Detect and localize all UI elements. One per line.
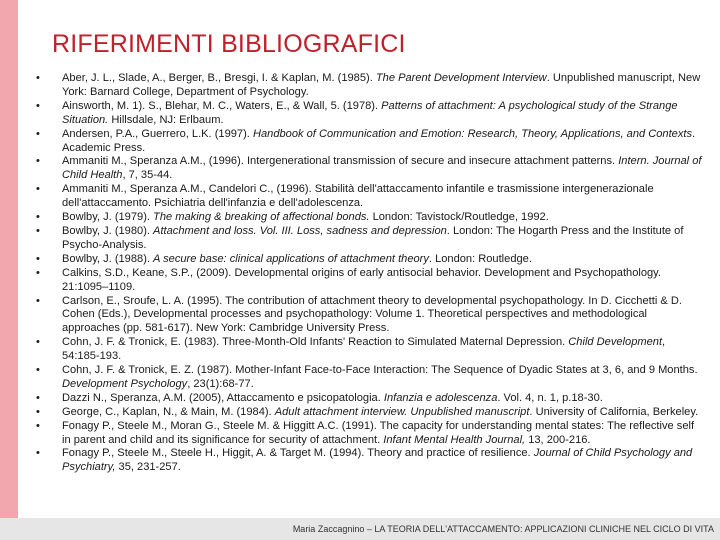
reference-text: Fonagy P., Steele M., Moran G., Steele M. & Higgitt A.C. (1991). The capacity for understanding mental states: The reflective self in parent and child and its significance for security of attachment. [62,419,695,446]
list-item [36,72,702,100]
reference-text: Dazzi N., Speranza, A.M. (2005), Attaccamento e psicopatologia. [62,391,384,404]
reference-title: Child Development [568,336,663,349]
reference-text: . Academic Press. [62,127,696,154]
bullet-icon: • [36,183,40,196]
bullet-icon: • [36,155,40,168]
reference-title: Handbook of Communication and Emotion: Research, Theory, Applications, and Contexts [252,127,693,140]
list-item [36,183,702,211]
reference-title: Patterns of attachment: A psychological study of the Strange Situation. [62,99,678,126]
list-item [36,128,702,156]
list-item [36,211,702,225]
reference-text: , 54:185-193. [62,336,666,363]
page-title: RIFERIMENTI BIBLIOGRAFICI [52,30,406,58]
bullet-icon: • [36,447,40,460]
bullet-icon: • [36,419,40,432]
reference-text: Hillsdale, NJ: Erlbaum. [108,113,224,126]
list-item [36,253,702,267]
reference-text: Ainsworth, M. 1). S., Blehar, M. C., Waters, E., & Wall, 5. (1978). [62,99,382,112]
list-item [36,406,702,420]
reference-title: The making & breaking of affectional bonds. [153,211,370,224]
bullet-icon: • [36,72,40,84]
reference-text: Aber, J. L., Slade, A., Berger, B., Bresgi, I. & Kaplan, M. (1985). [62,72,376,84]
reference-text: Ammaniti M., Speranza A.M., Candelori C., (1996). Stabilità dell'attaccamento infantile e trasmissione intergenerazionale dell'attaccamento. Psichiatria dell'infanzia e dell'adolescenza. [62,183,654,210]
bullet-icon: • [36,127,40,140]
reference-text: . Vol. 4, n. 1, p.18-30. [497,391,603,404]
reference-text: Calkins, S.D., Keane, S.P., (2009). Developmental origins of early antisocial behavior. Development and Psychopathology. 21:1095–1109. [62,266,661,293]
list-item [36,392,702,406]
reference-text: Cohn, J. F. & Tronick, E. Z. (1987). Mother-Infant Face-to-Face Interaction: The Sequence of Dyadic States at 3, 6, and 9 Months. [62,364,698,377]
list-item [36,447,702,475]
reference-title: Adult attachment interview. Unpublished manuscript [274,405,530,418]
reference-text: Bowlby, J. (1980). [62,224,154,237]
reference-text: . University of California, Berkeley. [529,405,699,418]
reference-title: Development Psychology [62,377,188,390]
reference-text: Bowlby, J. (1988). [62,252,154,265]
accent-bar [0,0,18,540]
reference-text: . London: Routledge. [428,252,532,265]
list-item [36,295,702,337]
reference-text: Ammaniti M., Speranza A.M., (1996). Intergenerational transmission of secure and insecure attachment patterns. [62,155,619,168]
bullet-icon: • [36,294,40,307]
bullet-icon: • [36,99,40,112]
reference-title: Intern. Journal of Child Health [62,155,702,182]
bullet-icon: • [36,391,40,404]
reference-text: London: Tavistock/Routledge, 1992. [369,211,549,224]
reference-list [36,72,702,475]
reference-text: , 23(1):68-77. [187,377,254,390]
reference-text: Carlson, E., Sroufe, L. A. (1995). The contribution of attachment theory to developmental psychopathology. In D. Cicchetti & D. Cohen (Eds.), Developmental processes and psychopathology: Volume 1. Theoretical perspectives and methodological approaches (pp. 581-617). New York: Cambridge University Press. [62,294,682,335]
list-item [36,225,702,253]
bullet-icon: • [36,211,40,224]
bullet-icon: • [36,336,40,349]
bullet-icon: • [36,224,40,237]
reference-text: 35, 231-257. [115,461,181,474]
reference-text: . London: The Hogarth Press and the Institute of Psycho-Analysis. [62,224,684,251]
reference-text: 13, 200-216. [525,433,591,446]
reference-title: Attachment and loss. Vol. III. Loss, sadness and depression [153,224,447,237]
bullet-icon: • [36,252,40,265]
list-item [36,155,702,183]
reference-text: , 7, 35-44. [122,169,173,182]
reference-text: Cohn, J. F. & Tronick, E. (1983). Three-Month-Old Infants' Reaction to Simulated Maternal Depression. [62,336,569,349]
reference-text: George, C., Kaplan, N., & Main, M. (1984). [62,405,275,418]
footer-text: Maria Zaccagnino – LA TEORIA DELL'ATTACCAMENTO: APPLICAZIONI CLINICHE NEL CICLO DI VITA [292,524,714,534]
list-item [36,364,702,392]
bullet-icon: • [36,405,40,418]
reference-title: Infanzia e adolescenza [383,391,498,404]
reference-title: The Parent Development Interview [375,72,547,84]
reference-text: Fonagy P., Steele M., Steele H., Higgit, A. & Target M. (1994). Theory and practice of resilience. [62,447,534,460]
reference-text: . Unpublished manuscript, New York: Barnard College, Department of Psychology. [62,72,701,98]
list-item [36,336,702,364]
reference-title: A secure base: clinical applications of attachment theory [153,252,429,265]
list-item [36,420,702,448]
reference-text: Bowlby, J. (1979). [62,211,154,224]
bullet-icon: • [36,266,40,279]
reference-title: Infant Mental Health Journal, [383,433,526,446]
bullet-icon: • [36,364,40,377]
list-item [36,100,702,128]
list-item [36,267,702,295]
reference-text: Andersen, P.A., Guerrero, L.K. (1997). [62,127,253,140]
reference-title: Journal of Child Psychology and Psychiatry, [62,447,693,474]
